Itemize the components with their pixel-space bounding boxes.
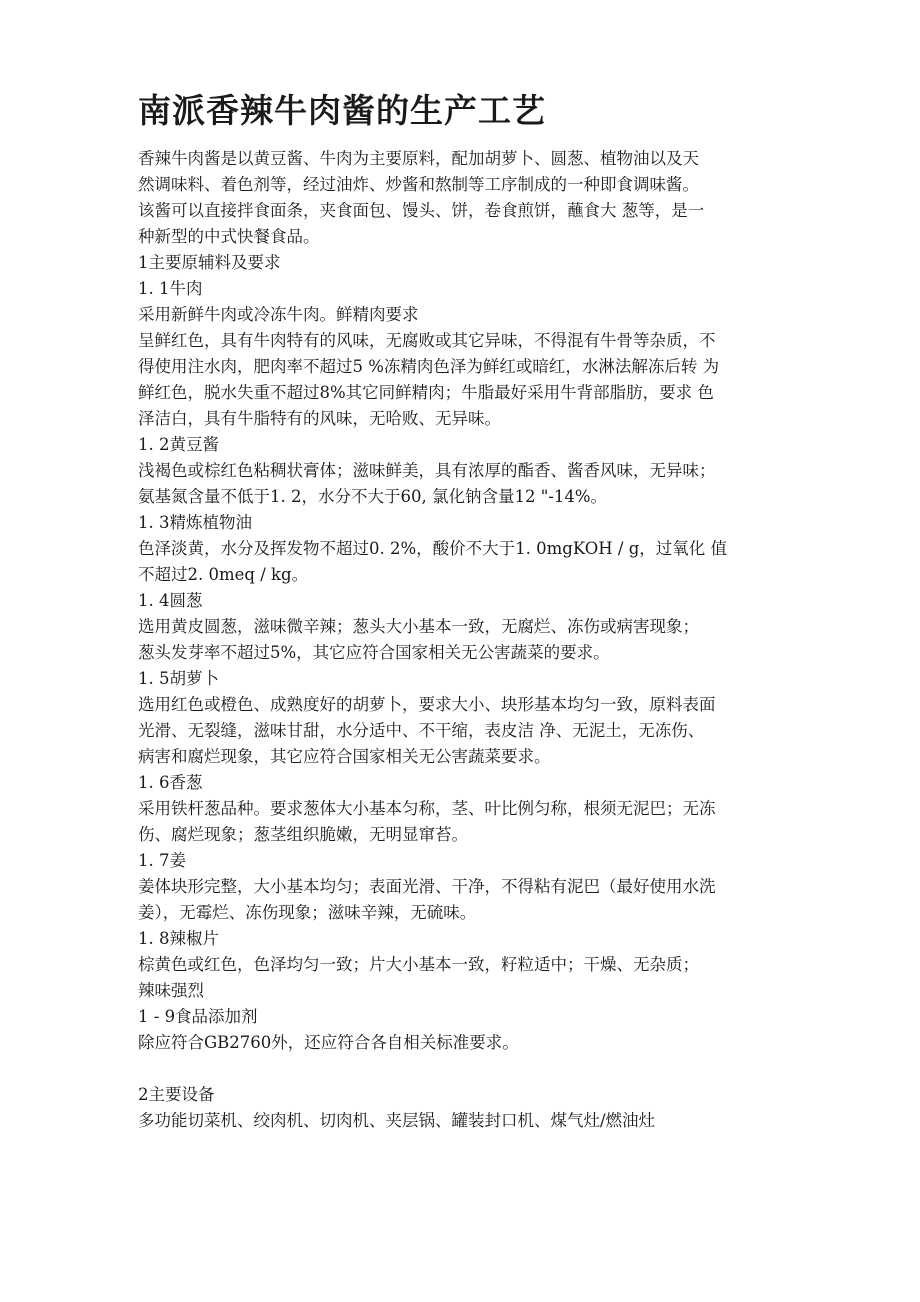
text-line: 泽洁白，具有牛脂特有的风味，无哈败、无异味。: [138, 409, 501, 428]
paragraph-onion: [138, 614, 788, 666]
paragraph-beef: [138, 302, 788, 432]
paragraph-equipment: [138, 1108, 788, 1134]
text-line: 姜），无霉烂、冻伤现象；滋味辛辣，无硫味。: [138, 903, 477, 922]
intro-paragraph: [138, 146, 788, 250]
text-line: 棕黄色或红色，色泽均匀一致；片大小基本一致，籽粒适中；干燥、无杂质；: [138, 955, 699, 974]
text-line: 呈鲜红色，具有牛肉特有的风味，无腐败或其它异味，不得混有牛骨等杂质，不: [138, 331, 716, 350]
section-heading-equipment: 2主要设备: [138, 1085, 215, 1104]
text-line: 除应符合GB2760外，还应符合各自相关标准要求。: [138, 1033, 519, 1052]
text-line: 姜体块形完整，大小基本均匀；表面光滑、干净，不得粘有泥巴（最好使用水洗: [138, 877, 716, 896]
section-heading-materials: 1主要原辅料及要求: [138, 253, 281, 272]
subheading-vegetable-oil: 1. 3精炼植物油: [138, 513, 252, 532]
text-line: 伤、腐烂现象；葱茎组织脆嫩，无明显窜苔。: [138, 825, 468, 844]
text-line: 鲜红色，脱水失重不超过8%其它同鲜精肉；牛脂最好采用牛背部脂肪，要求 色: [138, 383, 714, 402]
subheading-food-additives: 1 - 9食品添加剂: [138, 1007, 258, 1026]
subheading-carrot: 1. 5胡萝卜: [138, 669, 219, 688]
paragraph-food-additives: [138, 1030, 788, 1056]
text-line: 浅褐色或棕红色粘稠状膏体；滋味鲜美，具有浓厚的酯香、酱香风味，无异味；: [138, 461, 716, 480]
text-line: 采用新鲜牛肉或冷冻牛肉。鲜精肉要求: [138, 305, 419, 324]
text-line: 该酱可以直接拌食面条，夹食面包、馒头、饼，卷食煎饼，蘸食大 葱等，是一: [138, 201, 705, 220]
text-line: 选用红色或橙色、成熟度好的胡萝卜，要求大小、块形基本均匀一致，原料表面: [138, 695, 716, 714]
subheading-onion: 1. 4圆葱: [138, 591, 203, 610]
text-line: 采用铁杆葱品种。要求葱体大小基本匀称，茎、叶比例匀称，根须无泥巴；无冻: [138, 799, 716, 818]
text-line: 氨基氮含量不低于1. 2，水分不大于60, 氯化钠含量12 "-14%。: [138, 487, 608, 506]
text-line: 色泽淡黄，水分及挥发物不超过0. 2%，酸价不大于1. 0mgKOH / g，过氧化 值: [138, 539, 728, 558]
document-page: [138, 88, 788, 1134]
paragraph-chili-flakes: [138, 952, 788, 1004]
text-line: 选用黄皮圆葱，滋味微辛辣；葱头大小基本一致，无腐烂、冻伤或病害现象；: [138, 617, 699, 636]
subheading-scallion: 1. 6香葱: [138, 773, 203, 792]
paragraph-vegetable-oil: [138, 536, 788, 588]
paragraph-carrot: [138, 692, 788, 770]
subheading-chili-flakes: 1. 8辣椒片: [138, 929, 219, 948]
paragraph-ginger: [138, 874, 788, 926]
text-line: 病害和腐烂现象，其它应符合国家相关无公害蔬菜要求。: [138, 747, 551, 766]
text-line: 光滑、无裂缝，滋味甘甜，水分适中、不干缩，表皮洁 净、无泥土，无冻伤、: [138, 721, 705, 740]
text-line: 不超过2. 0meq / kg。: [138, 565, 309, 584]
text-line: 香辣牛肉酱是以黄豆酱、牛肉为主要原料，配加胡萝卜、圆葱、植物油以及天: [138, 149, 699, 168]
text-line: 多功能切菜机、绞肉机、切肉机、夹层锅、罐装封口机、煤气灶/燃油灶: [138, 1111, 656, 1130]
text-line: 然调味料、着色剂等，经过油炸、炒酱和熬制等工序制成的一种即食调味酱。: [138, 175, 699, 194]
text-line: 葱头发芽率不超过5%，其它应符合国家相关无公害蔬菜的要求。: [138, 643, 610, 662]
spacer: [138, 1056, 788, 1082]
subheading-beef: 1. 1牛肉: [138, 279, 203, 298]
paragraph-scallion: [138, 796, 788, 848]
subheading-ginger: 1. 7姜: [138, 851, 186, 870]
paragraph-soybean-paste: [138, 458, 788, 510]
text-line: 得使用注水肉，肥肉率不超过5 %冻精肉色泽为鲜红或暗红，水淋法解冻后转 为: [138, 357, 720, 376]
text-line: 辣味强烈: [138, 981, 204, 1000]
document-title: 南派香辣牛肉酱的生产工艺: [138, 91, 546, 130]
subheading-soybean-paste: 1. 2黄豆酱: [138, 435, 219, 454]
text-line: 种新型的中式快餐食品。: [138, 227, 320, 246]
